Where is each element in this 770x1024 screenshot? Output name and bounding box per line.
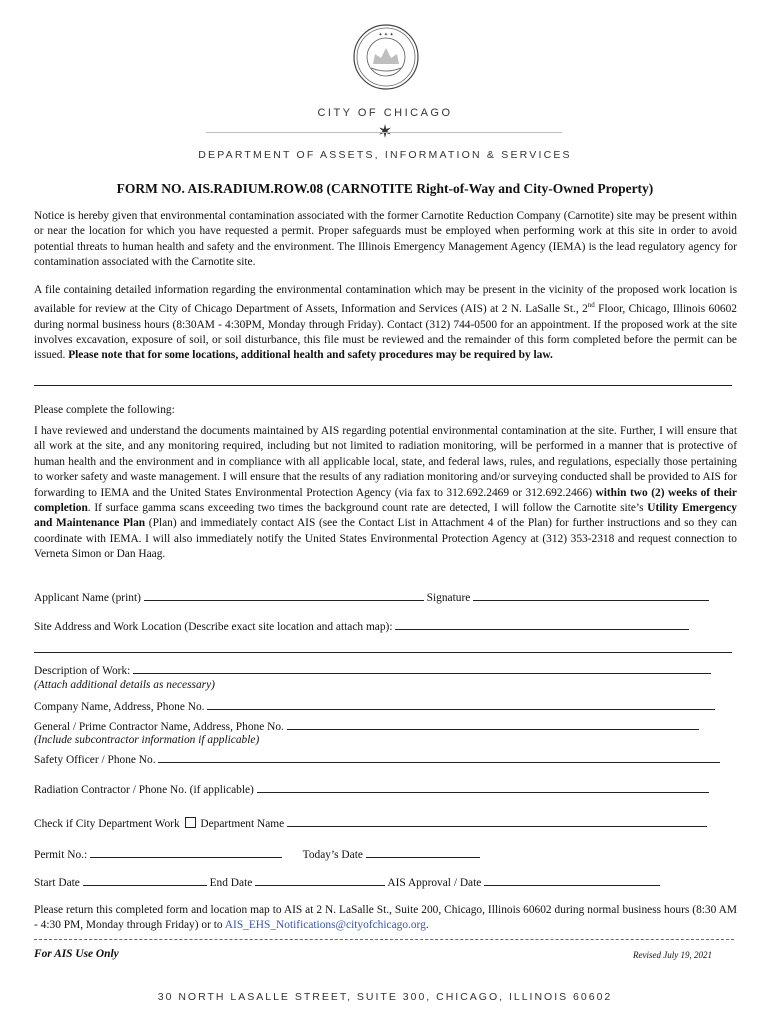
department-name-label: Department Name <box>200 818 285 830</box>
applicant-name-label: Applicant Name (print) <box>34 592 141 604</box>
header-divider <box>206 132 562 133</box>
city-seal-logo <box>353 24 419 90</box>
end-date-field[interactable] <box>255 874 385 886</box>
svg-text:✦ ✦ ✦: ✦ ✦ ✦ <box>378 32 394 38</box>
contractor-field[interactable] <box>287 718 699 730</box>
return-instructions: Please return this completed form and location map to AIS at 2 N. LaSalle St., Suite 200, Chicago, Illinois 60602 during normal business hours (8:30 AM - 4:30 PM, Monday through Friday) or to AIS_EHS_Notifications@cityofchicago.org. <box>34 904 737 932</box>
safety-officer-field[interactable] <box>158 751 720 763</box>
site-address-field[interactable] <box>395 618 689 630</box>
safety-officer-label: Safety Officer / Phone No. <box>34 754 156 766</box>
ais-approval-label: AIS Approval / Date <box>387 877 482 889</box>
site-address-field-line2[interactable] <box>34 652 732 653</box>
notice-paragraph: Notice is hereby given that environmental contamination associated with the former Carnotite Reduction Company (Carnotite) site may be present within or near the location for which you have requested a permit. Proper safeguards must be employed when performing work at this site in order to avoid potential threats to human health and safety and the environment. The Illinois Emergency Management Agency (IEMA) is the lead regulatory agency for contamination associated with the Carnotite site. <box>34 210 737 269</box>
ais-use-only-label: For AIS Use Only <box>34 948 119 960</box>
todays-date-field[interactable] <box>366 846 480 858</box>
dates-row <box>34 874 737 891</box>
end-date-label: End Date <box>209 877 253 889</box>
please-complete-label: Please complete the following: <box>34 404 175 416</box>
department-name: DEPARTMENT OF ASSETS, INFORMATION & SERVICES <box>198 149 572 161</box>
section-divider <box>34 385 732 386</box>
city-name: CITY OF CHICAGO <box>317 107 453 119</box>
permit-row <box>34 846 737 863</box>
contractor-note: (Include subcontractor information if applicable) <box>34 734 260 746</box>
radiation-contractor-row <box>34 781 737 798</box>
company-row <box>34 698 737 715</box>
ais-use-divider <box>34 939 734 940</box>
description-field[interactable] <box>133 662 711 674</box>
signature-label: Signature <box>426 592 471 604</box>
applicant-name-field[interactable] <box>144 589 424 601</box>
start-date-label: Start Date <box>34 877 80 889</box>
permit-no-field[interactable] <box>90 846 282 858</box>
city-dept-row <box>34 815 737 832</box>
footer-address: 30 NORTH LASALLE STREET, SUITE 300, CHICAGO, ILLINOIS 60602 <box>157 991 613 1003</box>
city-dept-work-label: Check if City Department Work <box>34 818 180 830</box>
city-dept-work-checkbox[interactable] <box>185 817 196 828</box>
signature-field[interactable] <box>473 589 709 601</box>
radiation-contractor-label: Radiation Contractor / Phone No. (if applicable) <box>34 784 254 796</box>
todays-date-label: Today’s Date <box>302 849 363 861</box>
site-address-row <box>34 618 737 635</box>
department-name-field[interactable] <box>287 815 707 827</box>
site-address-label: Site Address and Work Location (Describe exact site location and attach map): <box>34 621 393 633</box>
ais-email-link[interactable]: AIS_EHS_Notifications@cityofchicago.org <box>224 919 426 932</box>
radiation-contractor-field[interactable] <box>257 781 709 793</box>
start-date-field[interactable] <box>83 874 207 886</box>
file-paragraph: A file containing detailed information regarding the environmental contamination which may be present in the vicinity of the proposed work location is available for review at the City of Chicago Department of Assets, Information and Services (AIS) at 2 N. LaSalle St., 2nd Floor, Chicago, Illinois 60602 during normal business hours (8:30AM - 4:30PM, Monday through Friday). Contact (312) 744-0500 for an appointment. If the proposed work at the site involves excavation, exposure of soil, or soil disturbance, this file must be reviewed and the remainder of this form completed before the permit can be issued. Please note that for some locations, additional health and safety procedures may be required by law. <box>34 284 737 362</box>
description-label: Description of Work: <box>34 665 131 677</box>
description-note: (Attach additional details as necessary) <box>34 679 215 691</box>
safety-officer-row <box>34 751 737 768</box>
company-label: Company Name, Address, Phone No. <box>34 701 205 713</box>
permit-no-label: Permit No.: <box>34 849 88 861</box>
ais-approval-field[interactable] <box>484 874 660 886</box>
star-icon <box>378 124 392 138</box>
revision-date: Revised July 19, 2021 <box>633 950 712 960</box>
company-field[interactable] <box>207 698 715 710</box>
form-title: FORM NO. AIS.RADIUM.ROW.08 (CARNOTITE Right-of-Way and City-Owned Property) <box>116 181 654 196</box>
statement-paragraph: I have reviewed and understand the documents maintained by AIS regarding potential environmental contamination at the site. Further, I will ensure that all work at the site, and any monitoring required, including but not limited to radiation monitoring, will be performed in a manner that is protective of human health and the environment and in compliance with all applicable local, state, and federal laws, rules, and regulations, especially those pertaining to worker safety and waste management. I will ensure that the results of any radiation monitoring and/or surveying conducted shall be provided to AIS for forwarding to IEMA and the United States Environmental Protection Agency (via fax to 312.692.2469 or 312.692.2466) within two (2) weeks of their completion. If surface gamma scans exceeding two times the background count rate are detected, I will follow the Carnotite site’s Utility Emergency and Maintenance Plan (Plan) and immediately contact AIS (see the Contact List in Attachment 4 of the Plan) for further instructions and so they can coordinate with IEMA. I will also immediately notify the United States Environmental Protection Agency at (312) 353-2318 and request connection to Verneta Simon or Dan Haag. <box>34 425 737 561</box>
applicant-row <box>34 589 737 606</box>
contractor-label: General / Prime Contractor Name, Address, Phone No. <box>34 721 284 733</box>
description-row <box>34 662 737 679</box>
